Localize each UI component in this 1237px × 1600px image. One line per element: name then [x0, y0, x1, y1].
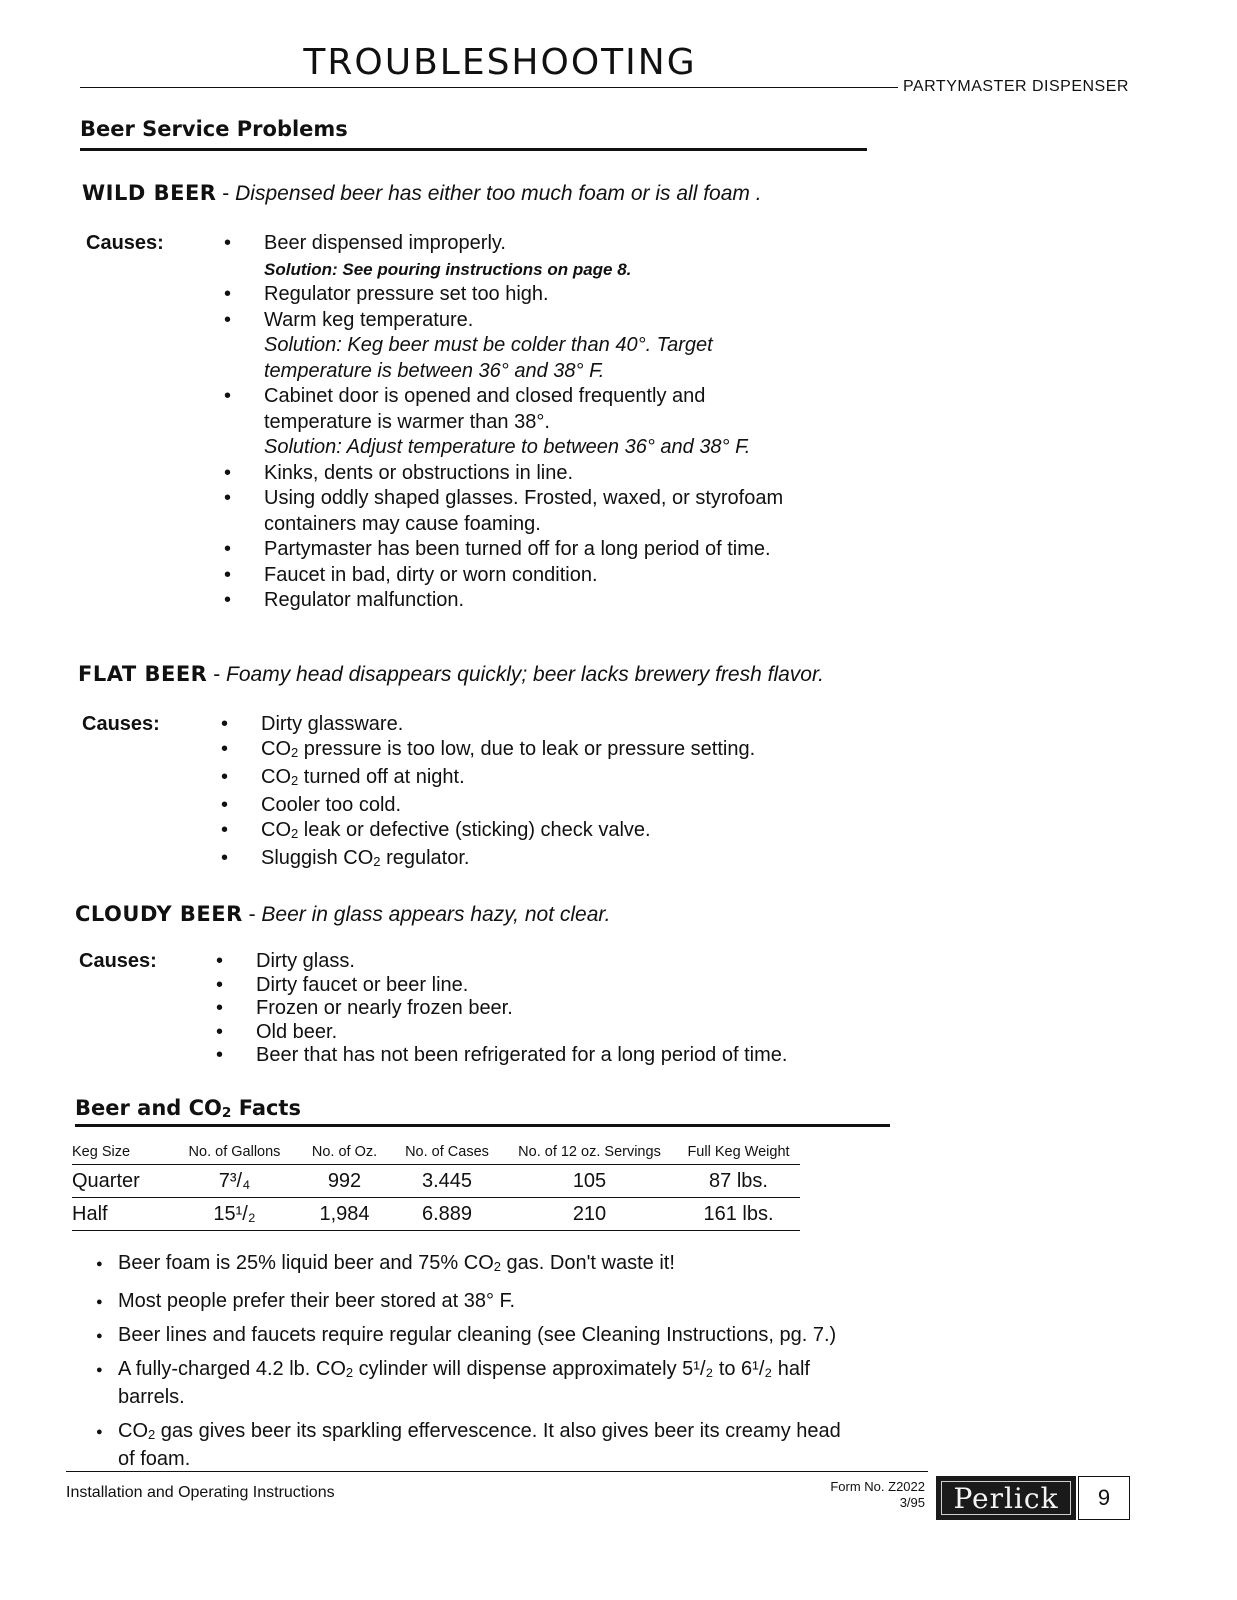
list-item	[224, 563, 864, 589]
table-cell: 3.445	[392, 1165, 502, 1198]
page-number: 9	[1078, 1476, 1130, 1520]
list-item	[224, 384, 864, 461]
list-item: ● Beer lines and faucets require regular cleaning (see Cleaning Instructions, pg. 7.)	[96, 1323, 886, 1347]
wild-beer-causes-list	[224, 231, 864, 614]
list-item: ● $CO_2$ gas gives beer its sparkling effervescence. It also gives beer its creamy head of foam.	[96, 1419, 858, 1471]
table-cell: 6.889	[392, 1198, 502, 1231]
table-row	[72, 1198, 800, 1231]
section-heading-beer-service-problems: Beer Service Problems	[80, 117, 348, 141]
footer-document-title: Installation and Operating Instructions	[66, 1484, 335, 1501]
problem-description: Dispensed beer has either too much foam or is all foam .	[235, 182, 762, 205]
list-item	[224, 537, 864, 563]
table-row	[72, 1165, 800, 1198]
problem-title: WILD BEER	[82, 181, 217, 205]
cause-text: Regulator pressure set too high.	[264, 283, 549, 305]
section-rule	[80, 148, 867, 151]
column-header: Keg Size	[72, 1144, 131, 1160]
list-item	[224, 486, 864, 537]
list-item: • Frozen or nearly frozen beer.	[216, 997, 876, 1021]
column-header: Full Keg Weight	[687, 1144, 790, 1160]
column-header: No. of Oz.	[311, 1144, 378, 1160]
logo-text: Perlick	[953, 1482, 1059, 1515]
cause-text: Warm keg temperature.	[264, 308, 474, 331]
flat-beer-causes-list	[221, 712, 861, 875]
beer-facts-list	[96, 1251, 886, 1481]
table-cell: 992	[297, 1165, 392, 1198]
problem-description: Beer in glass appears hazy, not clear.	[261, 903, 611, 926]
table-cell: 15¹/₂	[172, 1198, 297, 1231]
page-title: TROUBLESHOOTING	[303, 42, 697, 83]
list-item: • Old beer.	[216, 1021, 876, 1045]
list-item: • Dirty glass.	[216, 950, 876, 974]
problem-description: Foamy head disappears quickly; beer lacks brewery fresh flavor.	[226, 663, 825, 686]
form-number	[790, 1479, 925, 1511]
cloudy-beer-causes-list	[216, 950, 876, 1068]
list-item: ● A fully-charged 4.2 lb. $CO_2$ cylinder will dispense approximately 5¹/₂ to 6¹/₂ half barrels.	[96, 1357, 878, 1409]
cause-text: Beer dispensed improperly.	[264, 232, 506, 254]
causes-label: Causes:	[86, 232, 164, 254]
problem-title: FLAT BEER	[78, 662, 208, 686]
solution-text: Solution: Keg beer must be colder than 40°. Target temperature is between 36° and 38° F.	[264, 334, 713, 382]
keg-facts-table	[72, 1144, 800, 1231]
table-header-row	[72, 1144, 800, 1165]
list-item: • Beer that has not been refrigerated for a long period of time.	[216, 1044, 876, 1068]
problem-heading-flat-beer	[78, 662, 824, 687]
section-rule	[75, 1124, 890, 1127]
column-header: No. of 12 oz. Servings	[518, 1144, 661, 1160]
table-cell: 7³/₄	[172, 1165, 297, 1198]
causes-label: Causes:	[79, 950, 157, 972]
table-cell: 161 lbs.	[677, 1198, 800, 1231]
list-item	[224, 588, 864, 614]
table-cell: 87 lbs.	[677, 1165, 800, 1198]
problem-separator: -	[242, 903, 262, 926]
list-item: ● Most people prefer their beer stored at 38° F.	[96, 1289, 886, 1313]
list-item: • $CO_2$ pressure is too low, due to leak or pressure setting.	[221, 737, 861, 765]
perlick-logo	[936, 1476, 1076, 1520]
table-cell: Quarter	[72, 1165, 172, 1198]
list-item: ● Beer foam is 25% liquid beer and 75% $CO_2$ gas. Don't waste it!	[96, 1251, 886, 1279]
cause-text: Regulator malfunction.	[264, 589, 465, 611]
list-item: • Dirty glassware.	[221, 712, 861, 737]
problem-title: CLOUDY BEER	[75, 902, 243, 926]
solution-text: Solution: See pouring instructions on page 8.	[264, 259, 632, 279]
problem-separator: -	[207, 663, 227, 686]
list-item: • $CO_2$ leak or defective (sticking) check valve.	[221, 818, 861, 846]
column-header: No. of Gallons	[188, 1144, 281, 1160]
problem-separator: -	[216, 182, 236, 205]
cause-text: • Using oddly shaped glasses. Frosted, waxed, or styrofoam containers may cause foaming.	[264, 487, 784, 535]
list-item	[224, 282, 864, 308]
section-heading-beer-co2-facts: Beer and $CO_2$ Facts	[75, 1096, 301, 1122]
cause-text: Faucet in bad, dirty or worn condition.	[264, 563, 598, 586]
list-item	[224, 461, 864, 487]
list-item: • Cooler too cold.	[221, 793, 861, 818]
table-cell: 1,984	[297, 1198, 392, 1231]
cause-text: Kinks, dents or obstructions in line.	[264, 461, 574, 484]
solution-text: Solution: Adjust temperature to between 36° and 38° F.	[264, 436, 751, 458]
footer-rule	[66, 1471, 928, 1472]
list-item	[224, 231, 864, 282]
problem-heading-cloudy-beer	[75, 902, 610, 927]
form-number-label: Form No. Z2022	[830, 1479, 925, 1494]
list-item	[224, 308, 864, 385]
cause-text: Partymaster has been turned off for a long period of time.	[264, 538, 771, 560]
cause-text: • Cabinet door is opened and closed frequently and temperature is warmer than 38°.	[264, 385, 706, 433]
table-cell: 210	[502, 1198, 677, 1231]
list-item: • Sluggish $CO_2$ regulator.	[221, 846, 861, 874]
column-header: No. of Cases	[405, 1144, 489, 1160]
table-cell: Half	[72, 1198, 172, 1231]
title-rule	[80, 87, 898, 88]
form-date: 3/95	[899, 1495, 925, 1510]
table-cell: 105	[502, 1165, 677, 1198]
page-subtitle: PARTYMASTER DISPENSER	[903, 78, 1129, 95]
list-item: • Dirty faucet or beer line.	[216, 974, 876, 998]
problem-heading-wild-beer	[82, 181, 762, 206]
causes-label: Causes:	[82, 713, 160, 735]
list-item: • $CO_2$ turned off at night.	[221, 765, 861, 793]
